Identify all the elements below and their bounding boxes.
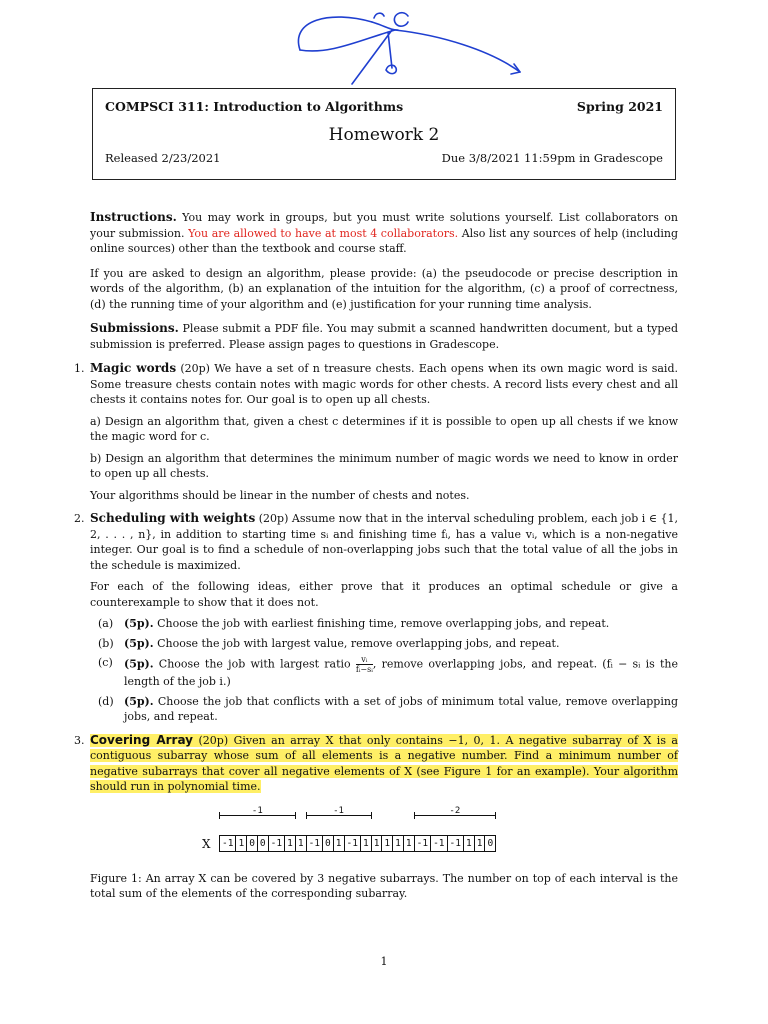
array-cell: 1 bbox=[463, 835, 475, 852]
fraction-numerator: vᵢ bbox=[361, 655, 368, 664]
array-cell: 1 bbox=[295, 835, 307, 852]
array-label: X bbox=[202, 836, 211, 851]
array-cell: 1 bbox=[403, 835, 415, 852]
problem-number: 2. bbox=[74, 512, 85, 525]
due-date: Due 3/8/2021 11:59pm in Gradescope bbox=[441, 151, 663, 165]
ratio-fraction bbox=[356, 655, 373, 674]
problem-3 bbox=[74, 732, 678, 795]
array-cell: 1 bbox=[392, 835, 404, 852]
problem-1-body: (20p) We have a set of n treasure chests. Each opens when its own magic word is said. Some treasure chests contain notes with magic words for other chests. A record lists every chest and all chests it contains notes for. Our goal is to open up all chests. bbox=[90, 362, 678, 406]
array-cell: -1 bbox=[268, 835, 285, 852]
homework-title: Homework 2 bbox=[328, 125, 440, 145]
subitem-d bbox=[98, 694, 678, 725]
fraction-denominator: fᵢ−sᵢ bbox=[355, 665, 373, 674]
subitem-points: (5p). bbox=[124, 617, 154, 630]
problem-3-body: (20p) Given an array X that only contains −1, 0, 1. A negative subarray of X is a contiguous subarray whose sum of all elements is a negative number. Find a minimum number of negative subarrays that cover all negative elements of X (see Figure 1 for an example). Your algorithm should run in polynomial time. bbox=[90, 733, 678, 793]
array-cell: 1 bbox=[333, 835, 345, 852]
subitem-text-after: , remove overlapping jobs, and repeat. (fᵢ − sᵢ is the length of the job i.) bbox=[124, 657, 678, 688]
array-cell: -1 bbox=[306, 835, 323, 852]
subitem-b bbox=[98, 636, 678, 652]
submissions-heading: Submissions. bbox=[90, 321, 179, 335]
problem-1-note: Your algorithms should be linear in the number of chests and notes. bbox=[90, 488, 470, 502]
array-cell: -1 bbox=[414, 835, 431, 852]
header-row-course bbox=[105, 99, 663, 114]
problem-number: 1. bbox=[74, 362, 85, 375]
array-cell: 1 bbox=[235, 835, 247, 852]
subitem-text: Choose the job with earliest finishing time, remove overlapping jobs, and repeat. bbox=[153, 617, 610, 630]
subitem-text: Choose the job with largest ratio bbox=[153, 657, 356, 671]
subitem-points: (5p). bbox=[124, 694, 154, 708]
subitem-label: (c) bbox=[98, 656, 113, 669]
interval-sum-label: -1 bbox=[333, 805, 344, 816]
problem-3-heading: Covering Array bbox=[90, 732, 194, 747]
term: Spring 2021 bbox=[576, 99, 663, 114]
instructions-heading: Instructions. bbox=[90, 210, 177, 224]
array-cell: -1 bbox=[447, 835, 464, 852]
figure-1 bbox=[90, 805, 678, 857]
course-title: COMPSCI 311: Introduction to Algorithms bbox=[105, 99, 404, 114]
subitem-text: Choose the job that conflicts with a set of jobs of minimum total value, remove overlapping jobs, and repeat. bbox=[124, 694, 678, 723]
instructions-text-2: Also list any sources of help (including online sources) other than the textbook and course staff. bbox=[90, 226, 679, 255]
collaborator-limit: You are allowed to have at most 4 collaborators. bbox=[188, 226, 459, 240]
array-cell: 0 bbox=[246, 835, 258, 852]
array-cell: 1 bbox=[371, 835, 383, 852]
interval-sum-label: -2 bbox=[449, 805, 461, 816]
figure-caption: Figure 1: An array X can be covered by 3 negative subarrays. The number on top of each interval is the total sum of the elements of the corresponding subarray. bbox=[90, 871, 678, 900]
problem-2-body: (20p) Assume now that in the interval scheduling problem, each job i ∈ {1, 2, . . . , n}, in addition to starting time sᵢ and finishing time fᵢ, has a value vᵢ, which is a non-negative integer. Our goal is to find a schedule of non-overlapping jobs such that the total value of all the jobs in the schedule is maximized. bbox=[90, 512, 678, 572]
header-row-dates bbox=[105, 151, 663, 165]
problem-2-heading: Scheduling with weights bbox=[90, 511, 256, 525]
problem-1-statement bbox=[90, 361, 678, 408]
subitem-a bbox=[98, 616, 678, 632]
subitem-label: (b) bbox=[98, 636, 114, 650]
submissions-text: Please submit a PDF file. You may submit a scanned handwritten document, but a typed submission is preferred. Please assign pages to questions in Gradescope. bbox=[90, 322, 678, 351]
problem-3-statement bbox=[90, 733, 678, 795]
array-cell: 0 bbox=[322, 835, 334, 852]
instructions-text: You may work in groups, but you must write solutions yourself. List collaborators on your submission. bbox=[90, 211, 678, 240]
document-body bbox=[74, 210, 679, 911]
instructions-paragraph bbox=[90, 210, 678, 257]
subitem-label: (a) bbox=[98, 617, 114, 630]
subitem-label: (d) bbox=[98, 694, 114, 708]
subitem-points: (5p). bbox=[124, 636, 154, 650]
array-cell: -1 bbox=[344, 835, 361, 852]
problem-2-statement bbox=[90, 511, 678, 573]
subitem-text: Choose the job with largest value, remove overlapping jobs, and repeat. bbox=[153, 636, 560, 650]
problem-2 bbox=[74, 511, 678, 725]
released-date: Released 2/23/2021 bbox=[105, 151, 221, 165]
array-cell: 0 bbox=[257, 835, 269, 852]
subitem-c bbox=[98, 655, 678, 690]
submissions-paragraph bbox=[90, 321, 678, 352]
algorithm-requirements: If you are asked to design an algorithm, please provide: (a) the pseudocode or precise description in words of the algorithm, (b) an explanation of the intuition for the algorithm, (c) a proof of correctness, (d) the running time of your algorithm and (e) justification for your running time analysis. bbox=[90, 266, 678, 311]
problem-2-instruction: For each of the following ideas, either prove that it produces an optimal schedule or give a counterexample to show that it does not. bbox=[90, 580, 678, 609]
array-cell: -1 bbox=[430, 835, 447, 852]
array-cells bbox=[220, 835, 496, 852]
array-cell: 1 bbox=[360, 835, 372, 852]
array-cell: 1 bbox=[381, 835, 393, 852]
array-cell: 0 bbox=[484, 835, 496, 852]
page-number: 1 bbox=[380, 955, 388, 968]
problem-2-subitems bbox=[98, 616, 678, 725]
problem-number: 3. bbox=[74, 733, 85, 747]
array-cell: 1 bbox=[284, 835, 296, 852]
problem-1-part-a: a) Design an algorithm that, given a chest c determines if it is possible to open up all chests if we know the magic word for c. bbox=[90, 414, 678, 443]
problem-1-part-b: b) Design an algorithm that determines the minimum number of magic words we need to know in order to open up all chests. bbox=[90, 451, 678, 480]
problem-1 bbox=[74, 361, 678, 503]
array-cell: -1 bbox=[219, 835, 236, 852]
array-cell: 1 bbox=[474, 835, 486, 852]
problem-1-heading: Magic words bbox=[90, 361, 177, 375]
interval-sum-label: -1 bbox=[251, 805, 263, 816]
handwritten-scribble bbox=[0, 0, 768, 90]
subitem-points: (5p). bbox=[124, 657, 154, 671]
header-box bbox=[92, 88, 676, 180]
